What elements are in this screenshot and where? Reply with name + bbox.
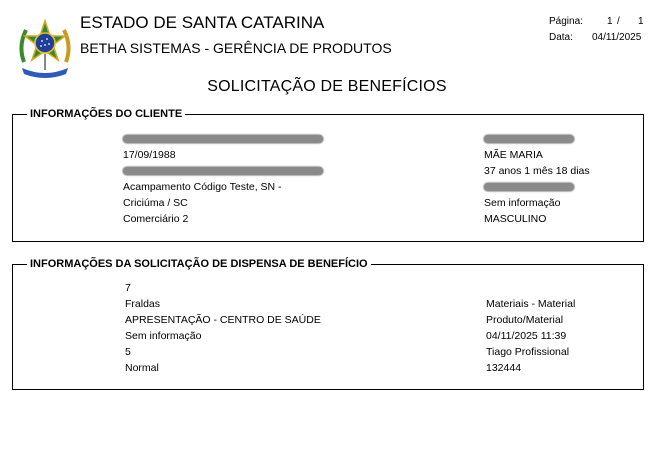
page-label: Página:	[549, 16, 583, 27]
date-label: Data:	[549, 32, 573, 43]
request-left-value-2: APRESENTAÇÃO - CENTRO DE SAÚDE	[125, 314, 321, 326]
redacted-value	[123, 167, 323, 175]
client-right-value-3	[484, 181, 574, 194]
redacted-value	[123, 135, 323, 143]
request-right-value-1: Materiais - Material	[486, 298, 576, 310]
client-right-value-1: MÃE MARIA	[484, 149, 543, 161]
client-left-value-2	[123, 165, 323, 178]
request-left-value-4: 5	[125, 346, 131, 358]
request-right-value-3: 04/11/2025 11:39	[486, 330, 567, 342]
request-left-value-1: Fraldas	[125, 298, 161, 310]
request-right-value-2: Produto/Material	[486, 314, 564, 326]
client-left-value-0	[123, 133, 323, 146]
brazil-coat-of-arms-icon	[16, 18, 74, 80]
page-total: 1	[638, 16, 644, 27]
state-title: ESTADO DE SANTA CATARINA	[80, 13, 325, 32]
date-value: 04/11/2025	[592, 32, 642, 43]
page-separator: /	[617, 16, 620, 27]
request-left-value-3: Sem informação	[125, 330, 202, 342]
client-left-value-4: Criciúma / SC	[123, 197, 188, 209]
client-right-value-4: Sem informação	[484, 197, 561, 209]
client-right-value-0	[484, 133, 574, 146]
request-right-value-5: 132444	[486, 362, 522, 374]
redacted-value	[484, 183, 574, 191]
redacted-value	[484, 135, 574, 143]
client-left-value-1: 17/09/1988	[123, 149, 176, 161]
request-left-value-0: 7	[125, 282, 131, 294]
client-left-value-5: Comerciário 2	[123, 213, 189, 225]
organization-subtitle: BETHA SISTEMAS - GERÊNCIA DE PRODUTOS	[80, 40, 392, 56]
page-current: 1	[607, 16, 613, 27]
client-right-value-2: 37 anos 1 mês 18 dias	[484, 165, 590, 177]
request-info-legend: INFORMAÇÕES DA SOLICITAÇÃO DE DISPENSA DE BENEFÍCIO	[30, 258, 368, 270]
document-title: SOLICITAÇÃO DE BENEFÍCIOS	[207, 78, 447, 95]
client-left-value-3: Acampamento Código Teste, SN -	[123, 181, 282, 193]
request-left-value-5: Normal	[125, 362, 159, 374]
client-right-value-5: MASCULINO	[484, 213, 547, 225]
request-right-value-4: Tiago Profissional	[486, 346, 570, 358]
client-info-legend: INFORMAÇÕES DO CLIENTE	[30, 108, 183, 120]
